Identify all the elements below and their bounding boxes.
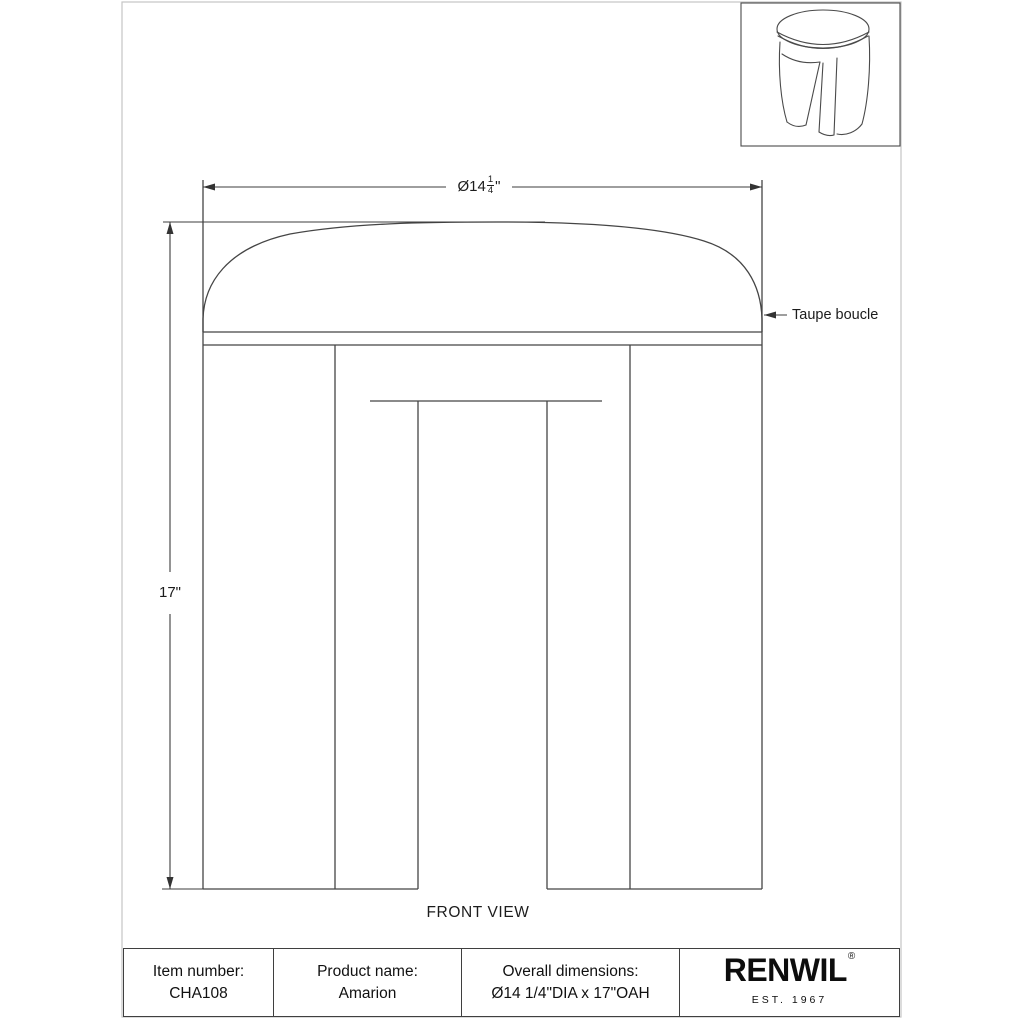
view-caption: FRONT VIEW (426, 904, 530, 921)
spec-table (123, 948, 900, 1017)
thumbnail-center-leg-foot (819, 132, 834, 136)
overall-dimensions-value: Ø14 1/4"DIA x 17"OAH (491, 984, 650, 1002)
brand-wordmark: RENWIL (723, 952, 847, 988)
thumbnail-left-edge (779, 42, 787, 122)
thumbnail-left-foot (787, 122, 806, 126)
item-number-label: Item number: (152, 962, 245, 980)
thumbnail-arch-curve (782, 54, 820, 63)
dimension-lines (162, 187, 787, 889)
thumbnail-border (741, 3, 900, 146)
height-arrow-down-icon (167, 877, 174, 889)
width-dim-suffix: " (495, 177, 501, 195)
sheet-frame (122, 2, 901, 1017)
cushion-outline (203, 222, 762, 332)
thumbnail-opening-left-edge (806, 62, 820, 125)
dimension-arrowheads (167, 184, 777, 890)
thumbnail-center-leg-left (819, 63, 823, 132)
product-name-cell (273, 949, 461, 1016)
width-arrow-right-icon (750, 184, 762, 191)
registered-trademark-icon: ® (847, 951, 856, 962)
brand-cell (679, 949, 899, 1016)
item-number-value: CHA108 (169, 984, 228, 1002)
thumbnail-right-edge (862, 36, 870, 124)
width-dimension-label (444, 171, 514, 201)
overall-dimensions-label: Overall dimensions: (502, 962, 639, 980)
thumbnail-center-leg-right (834, 58, 837, 135)
brand-logo (723, 951, 856, 988)
material-callout-label: Taupe boucle (792, 307, 879, 323)
height-arrow-up-icon (167, 222, 174, 234)
material-leader-arrow-icon (764, 312, 776, 319)
width-dim-prefix: Ø14 (457, 177, 486, 195)
thumbnail-right-foot (837, 124, 862, 135)
height-dimension-label: 17" (158, 584, 181, 601)
isometric-thumbnail (741, 3, 900, 146)
thumbnail-seat-rim (778, 36, 868, 49)
front-view-stool (203, 177, 762, 889)
product-name-value: Amarion (338, 984, 397, 1002)
width-arrow-left-icon (203, 184, 215, 191)
item-number-cell (124, 949, 273, 1016)
overall-dimensions-cell (461, 949, 679, 1016)
width-dim-fraction: $\frac{1}{4}$ (487, 173, 494, 196)
brand-established: EST. 1967 (751, 994, 828, 1006)
product-name-label: Product name: (317, 962, 418, 980)
